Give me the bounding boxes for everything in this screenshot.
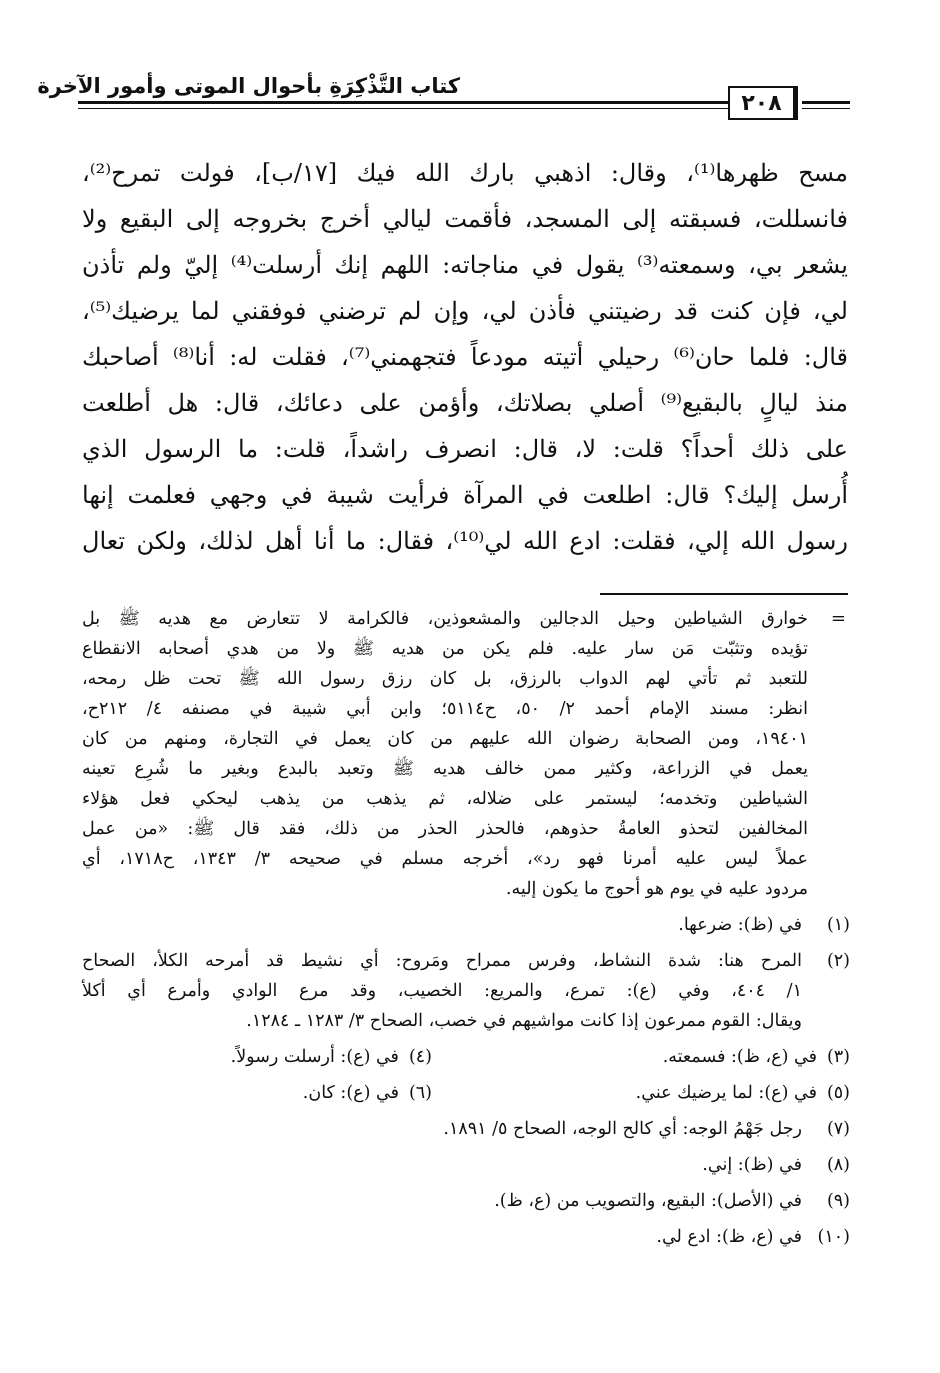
footnote-text: في (ع، ظ): فسمعته. [662, 1047, 817, 1067]
footnote-number: (٥) [826, 1083, 850, 1103]
footnote-3 [663, 1042, 850, 1072]
continuation-marker: = [830, 608, 846, 629]
header-rule-right-thick [802, 101, 850, 104]
footnote-5 [636, 1078, 850, 1108]
footnote-4 [231, 1042, 432, 1072]
footnote-line: يعمل في الزراعة، وكثير ممن خالف هديه ﷺ وتعبد بالبدع وبغير ما شُرِع تعينه [82, 759, 808, 779]
page-number: ٢٠٨ [728, 86, 798, 120]
footnote-line: المخالفين لتحذو العامةُ حذوهم، فالحذر الحذر من ذلك، فقد قال ﷺ: «من عمل [82, 819, 808, 839]
footnote-line: خوارق الشياطين وحيل الدجالين والمشعوذين، فالكرامة لا تتعارض مع هديه ﷺ بل [82, 609, 808, 629]
main-text-line: رسول الله إلي، فقلت: ادع الله لي⁽¹⁰⁾، فقال: ما أنا أهل لذلك، ولكن تعال [82, 527, 848, 555]
main-text-line: مسح ظهرها⁽¹⁾، وقال: اذهبي بارك الله فيك [١٧/ب]، فولت تمرح⁽²⁾، [82, 159, 849, 187]
footnote-line: ويقال: القوم ممرعون إذا كانت مواشيهم في خصب، الصحاح ٣/ ١٢٨٣ ـ ١٢٨٤. [246, 1011, 802, 1031]
footnote-8 [82, 1150, 850, 1180]
footnote-number: (٩) [826, 1191, 850, 1211]
footnote-line: ١/ ٤٠٤، وفي (ع): تمرع، والمريع: الخصيب، وقد مرع الوادي وأمرع أي أكلأ [82, 981, 802, 1001]
footnote-text: رجل جَهْمُ الوجه: أي كالح الوجه، الصحاح ٥/ ١٨٩١. [443, 1119, 802, 1139]
header-rule-thin [78, 108, 728, 109]
main-text [82, 150, 848, 564]
footnote-line: عملاً ليس عليه أمرنا فهو رد»، أخرجه مسلم في صحيحه ٣/ ١٣٤٣، ح١٧١٨، أي [82, 849, 808, 869]
footnote-line: انظر: مسند الإمام أحمد ٢/ ٥٠، ح٥١١٤؛ وابن أبي شيبة في مصنفه ٤/ ٢١٢ح، [82, 699, 808, 719]
footnote-line: المرح هنا: شدة النشاط، وفرس ممراح ومَروح: أي نشيط قد أمرحه الكلأ، الصحاح [82, 951, 802, 971]
footnote-text: في (ظ): ضرعها. [678, 915, 802, 935]
footnote-number: (٧) [826, 1119, 850, 1139]
footnote-text: في (ع): لما يرضيك عني. [635, 1083, 817, 1103]
footnote-10 [82, 1222, 850, 1252]
continued-footnote [82, 604, 850, 904]
footnote-9 [82, 1186, 850, 1216]
main-text-line: أُرسل إليك؟ قال: اطلعت في المرآة فرأيت شيبة في وجهي فعلمت إنها [82, 481, 848, 509]
footnote-number: (٤) [408, 1047, 432, 1067]
footnote-line: الشياطين وتخدمه؛ ليستمر على ضلاله، ثم يذهب من يذهب ليحكي فعل هؤلاء [82, 789, 808, 809]
footnote-number: (٨) [826, 1155, 850, 1175]
header-rule-thick [78, 101, 728, 104]
footnote-number: (٦) [408, 1083, 432, 1103]
running-header-title: كتاب التَّذْكِرَةِ بأحوال الموتى وأمور الآخرة [37, 74, 460, 98]
footnote-line: مردود عليه في يوم هو أحوج ما يكون إليه. [505, 879, 808, 899]
footnote-text: في (ظ): إني. [702, 1155, 802, 1175]
main-text-line: قال: فلما حان⁽⁶⁾ رحيلي أتيته مودعاً فتجهمني⁽⁷⁾، فقلت له: أنا⁽⁸⁾ أصاحبك [82, 343, 848, 371]
main-text-line: يشعر بي، وسمعته⁽³⁾ يقول في مناجاته: اللهم إنك أرسلت⁽⁴⁾ إليّ ولم تأذن [82, 251, 848, 279]
footnote-number: (٢) [826, 951, 850, 971]
footnote-line: ١٩٤٠١، ومن الصحابة رضوان الله عليهم من كان يعمل في التجارة، ومنهم من كان [82, 729, 808, 749]
footnote-text: في (ع، ظ): ادع لي. [656, 1227, 802, 1247]
header-rule-right-thin [802, 108, 850, 109]
main-text-line: منذ ليالٍ بالبقيع⁽⁹⁾ أصلي بصلاتك، وأؤمن على دعائك، قال: هل أطلعت [82, 389, 848, 417]
footnote-number: (١) [826, 915, 850, 935]
footnote-line: تؤيده وتثبّت مَن سار عليه. فلم يكن من هديه ﷺ ولا من هدي أصحابه الانقطاع [82, 639, 808, 659]
footnotes-5-6 [82, 1078, 850, 1108]
footnote-text: في (الأصل): البقيع، والتصويب من (ع، ظ). [494, 1191, 802, 1211]
main-text-line: لي، فإن كنت قد رضيتني فأذن لي، وإن لم ترضني فوفقني لما يرضيك⁽⁵⁾، [82, 297, 848, 325]
main-text-line: فانسللت، فسبقته إلى المسجد، فأقمت ليالي أخرج بخروجه إلى البقيع ولا [82, 205, 848, 233]
footnote-1 [82, 910, 850, 940]
footnote-6 [303, 1078, 432, 1108]
footnote-separator [600, 593, 848, 595]
footnotes [82, 604, 850, 1252]
footnote-text: في (ع): أرسلت رسولاً. [230, 1047, 399, 1067]
footnote-2 [82, 946, 850, 1036]
footnote-text: في (ع): كان. [302, 1083, 399, 1103]
main-text-line: على ذلك أحداً؟ قلت: لا، قال: انصرف راشداً، قلت: ما الرسول الذي [82, 435, 848, 463]
footnote-number: (١٠) [817, 1227, 850, 1247]
footnote-7 [82, 1114, 850, 1144]
footnote-line: للتعبد ثم تأتي لهم الدواب بالرزق، بل كان رزق رسول الله ﷺ تحت ظل رمحه، [82, 669, 808, 689]
footnotes-3-4 [82, 1042, 850, 1072]
footnote-number: (٣) [826, 1047, 850, 1067]
